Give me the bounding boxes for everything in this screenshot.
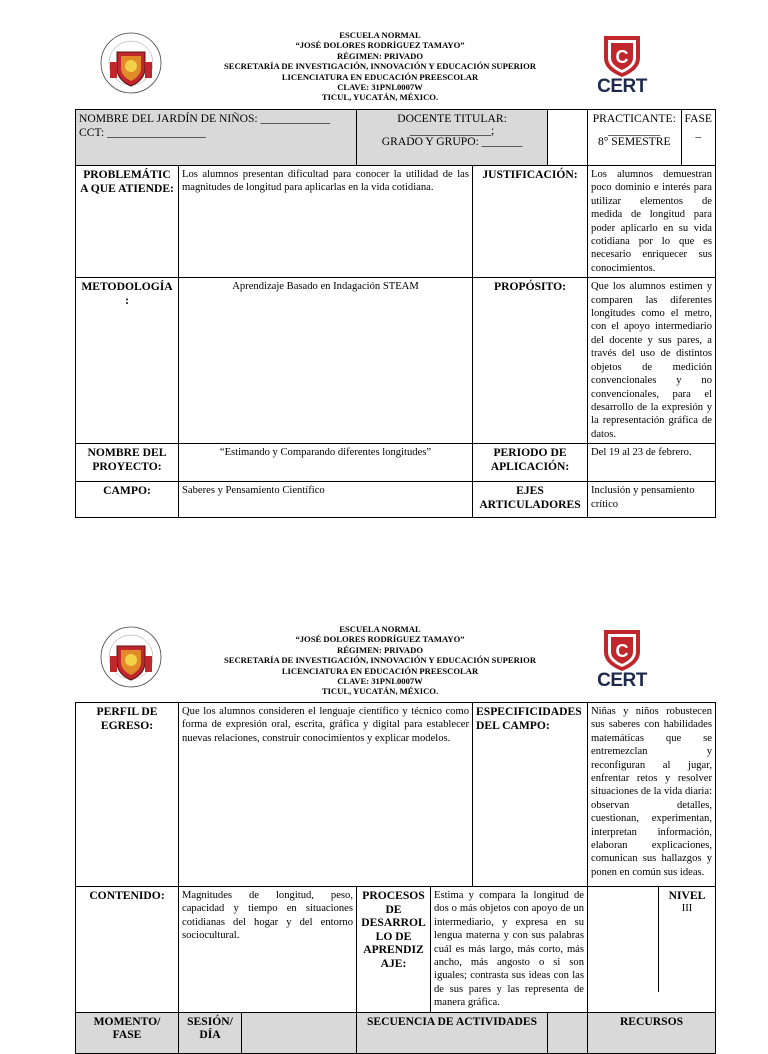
header-text <box>180 30 580 103</box>
svg-text:C: C <box>615 47 629 67</box>
jardin-cell <box>76 110 357 166</box>
practicante-box <box>588 110 682 165</box>
school-seal-icon <box>100 32 162 94</box>
recursos-header: RECURSOS <box>588 1012 716 1053</box>
header-line: “JOSÉ DOLORES RODRÍGUEZ TAMAYO” <box>295 40 465 51</box>
page-1 <box>0 30 768 511</box>
procesos-text: Estima y compara la longitud de dos o más objetos con apoyo de un intermediario, y expresa en su lengua materna y con sus palabras cuál es más largo, más corto, más ancho, más angosto o si son iguales; contrasta sus ideas con las de sus pares y las representa de manera gráfica. <box>431 887 588 1013</box>
justificacion-label: JUSTIFICACIÓN: <box>473 166 588 278</box>
periodo-label: PERIODO DE APLICACIÓN: <box>473 444 588 482</box>
metodologia-label: METODOLOGÍA : <box>76 278 179 444</box>
problematica-text: Los alumnos presentan dificultad para conocer la utilidad de las magnitudes de longitud para aplicarlas en la vida cotidiana. <box>179 166 473 278</box>
page-header <box>0 30 768 104</box>
sesion-secuencia-header <box>179 1012 357 1053</box>
docente-cell <box>357 110 548 166</box>
perfil-text: Que los alumnos consideren el lenguaje científico y técnico como forma de expresión oral, escrita, gráfica y digital para establecer nuevas relaciones, construir conocimientos y explicar modelos. <box>179 703 473 887</box>
cert-logo <box>594 626 650 690</box>
perfil-label: PERFIL DE EGRESO: <box>76 703 179 887</box>
procesos-label: PROCESOS DE DESARROL LO DE APRENDIZ AJE: <box>357 887 431 1013</box>
secuencia-header: SECUENCIA DE ACTIVIDADES <box>357 1012 548 1053</box>
jardin-label: NOMBRE DEL JARDÍN DE NIÑOS: ____________ <box>79 112 331 125</box>
proyecto-label: NOMBRE DEL PROYECTO: <box>76 444 179 482</box>
nivel-value: III <box>681 903 693 915</box>
proposito-label: PROPÓSITO: <box>473 278 588 444</box>
semestre-label: 8° SEMESTRE <box>597 135 671 148</box>
sesion-header: SESIÓN/ DÍA <box>179 1013 242 1053</box>
ejes-label: EJES ARTICULADORES <box>473 482 588 518</box>
header-line: TICUL, YUCATÁN, MÉXICO. <box>321 686 439 697</box>
header-line: SECRETARÍA DE INVESTIGACIÓN, INNOVACIÓN Y EDUCACIÓN SUPERIOR <box>223 655 537 666</box>
grado-label: GRADO Y GRUPO: _______ <box>381 135 523 148</box>
practicante-label: PRACTICANTE: <box>592 112 676 125</box>
momento-header: MOMENTO/ FASE <box>76 1012 179 1053</box>
metodologia-text: Aprendizaje Basado en Indagación STEAM <box>179 278 473 444</box>
header-line: CLAVE: 31PNL0007W <box>337 82 423 93</box>
header-line: TICUL, YUCATÁN, MÉXICO. <box>321 92 439 103</box>
proyecto-text: “Estimando y Comparando diferentes longitudes” <box>179 444 473 482</box>
cert-wordmark: CERT <box>597 76 647 97</box>
cert-logo <box>594 32 650 96</box>
cert-wordmark: CERT <box>597 670 647 691</box>
school-seal-icon <box>100 626 162 688</box>
contenido-label: CONTENIDO: <box>76 887 179 1013</box>
header-line: SECRETARÍA DE INVESTIGACIÓN, INNOVACIÓN Y EDUCACIÓN SUPERIOR <box>223 61 537 72</box>
especificidades-text: Niñas y niños robustecen sus saberes con habilidades matemáticas que se entremezclan y reconfiguran al jugar, enfrentar retos y resolver situaciones de la vida diaria: observan detalles, cuestionan, experimentan, interpretan información, elaboran explicaciones, comunican sus hallazgos y ponen en común sus ideas. <box>588 703 716 887</box>
campo-label: CAMPO: <box>76 482 179 518</box>
fase-cell <box>588 110 716 166</box>
docente-label: DOCENTE TITULAR: <box>397 112 507 125</box>
header-line: ESCUELA NORMAL <box>339 624 421 634</box>
header-line: LICENCIATURA EN EDUCACIÓN PREESCOLAR <box>281 71 479 82</box>
periodo-text: Del 19 al 23 de febrero. <box>588 444 716 482</box>
justificacion-text: Los alumnos demuestran poco dominio e interés para utilizar elementos de medida de longitud para poder aplicarlo en su vida cotidiana por lo que es necesario enriquecer sus conocimientos. <box>588 166 716 278</box>
cert-shield-icon <box>594 626 650 672</box>
page-2 <box>0 624 768 1042</box>
nivel-label: NIVEL <box>668 889 706 902</box>
plan-table-2 <box>75 702 716 1054</box>
header-line: CLAVE: 31PNL0007W <box>337 676 423 687</box>
header-line: ESCUELA NORMAL <box>339 30 421 40</box>
ejes-text: Inclusión y pensamiento crítico <box>588 482 716 518</box>
header-text <box>180 624 580 697</box>
practicante-cell <box>548 110 588 166</box>
svg-text:C: C <box>615 641 629 661</box>
problematica-label: PROBLEMÁTIC A QUE ATIENDE: <box>76 166 179 278</box>
docente-blank: ______________; <box>409 124 495 137</box>
nivel-cell <box>588 887 716 1013</box>
header-line: RÉGIMEN: PRIVADO <box>336 644 424 655</box>
contenido-text: Magnitudes de longitud, peso, capacidad y tiempo en situaciones cotidianas del hogar y del entorno sociocultural. <box>179 887 357 1013</box>
cert-shield-icon <box>594 32 650 78</box>
page-header <box>0 624 768 698</box>
proposito-text: Que los alumnos estimen y comparen las diferentes longitudes como el metro, con el apoyo intermediario del docente y sus pares, a través del uso de distintos objetos de medición convencionales y no convencionales, para el desarrollo de la expresión y la representación gráfica de datos. <box>588 278 716 444</box>
header-line: “JOSÉ DOLORES RODRÍGUEZ TAMAYO” <box>295 634 465 645</box>
fase-label: FASE _ <box>684 112 713 139</box>
practicante-blank: _________ <box>608 124 661 137</box>
campo-text: Saberes y Pensamiento Científico <box>179 482 473 518</box>
header-line: LICENCIATURA EN EDUCACIÓN PREESCOLAR <box>281 665 479 676</box>
especificidades-label: ESPECIFICIDADES DEL CAMPO: <box>473 703 588 887</box>
header-line: RÉGIMEN: PRIVADO <box>336 50 424 61</box>
cct-label: CCT: _________________ <box>79 126 206 139</box>
plan-table-1 <box>75 109 716 518</box>
